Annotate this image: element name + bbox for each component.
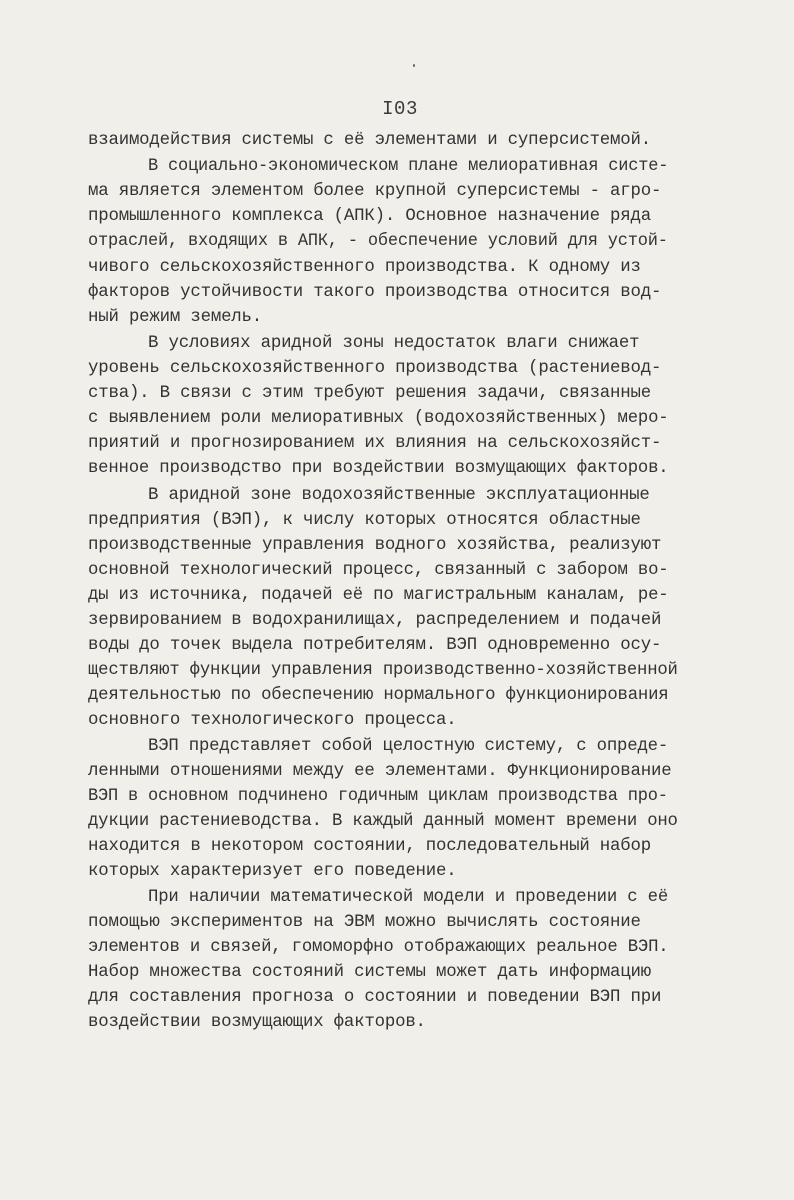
body-line: деятельностью по обеспечению нормального функционирования xyxy=(88,686,669,705)
body-line: производственные управления водного хозяйства, реализуют xyxy=(88,536,662,555)
body-line: При наличии математической модели и проведении с её xyxy=(148,888,669,907)
body-line: которых характеризует его поведение. xyxy=(88,862,457,881)
body-line: В социально-экономическом плане мелиоративная систе- xyxy=(148,157,669,176)
body-line: приятий и прогнозированием их влияния на сельскохозяйст- xyxy=(88,434,662,453)
body-line: ВЭП в основном подчинено годичным циклам производства про- xyxy=(88,787,668,806)
body-line: основного технологического процесса. xyxy=(88,711,457,730)
body-line: с выявлением роли мелиоративных (водохозяйственных) меро- xyxy=(88,409,669,428)
body-line: находится в некотором состоянии, последовательный набор xyxy=(88,837,651,856)
body-line: промышленного комплекса (АПК). Основное назначение ряда xyxy=(88,207,651,226)
body-line: зервированием в водохранилищах, распределением и подачей xyxy=(88,611,662,630)
body-line: дукции растениеводства. В каждый данный момент времени оно xyxy=(88,812,678,831)
body-line: для составления прогноза о состоянии и поведении ВЭП при xyxy=(88,988,662,1007)
body-line: ный режим земель. xyxy=(88,308,263,327)
body-line: элементов и связей, гомоморфно отображающих реальное ВЭП. xyxy=(88,938,669,957)
body-line: ства). В связи с этим требуют решения задачи, связанные xyxy=(88,384,651,403)
body-line: взаимодействия системы с её элементами и суперсистемой. xyxy=(88,131,651,150)
body-line: В аридной зоне водохозяйственные эксплуатационные xyxy=(148,486,650,505)
body-line: ВЭП представляет собой целостную систему, с опреде- xyxy=(148,737,669,756)
page-number: I03 xyxy=(382,98,418,120)
body-line: В условиях аридной зоны недостаток влаги снижает xyxy=(148,334,640,353)
body-line: венное производство при воздействии возмущающих факторов. xyxy=(88,459,669,478)
body-line: ды из источника, подачей её по магистральным каналам, ре- xyxy=(88,586,669,605)
paper-speck xyxy=(413,64,415,67)
body-line: предприятия (ВЭП), к числу которых относятся областные xyxy=(88,511,641,530)
body-line: факторов устойчивости такого производства относится вод- xyxy=(88,283,662,302)
body-line: отраслей, входящих в АПК, - обеспечение условий для устой- xyxy=(88,232,668,251)
body-line: уровень сельскохозяйственного производства (растениевод- xyxy=(88,359,662,378)
body-line: ма является элементом более крупной суперсистемы - агро- xyxy=(88,182,662,201)
body-line: ленными отношениями между ее элементами. Функционирование xyxy=(88,762,672,781)
body-line: Набор множества состояний системы может дать информацию xyxy=(88,963,651,982)
body-line: чивого сельскохозяйственного производства. К одному из xyxy=(88,258,641,277)
body-line: ществляют функции управления производственно-хозяйственной xyxy=(88,661,678,680)
body-line: воздействии возмущающих факторов. xyxy=(88,1013,426,1032)
body-line: основной технологический процесс, связанный с забором во- xyxy=(88,561,669,580)
body-line: воды до точек выдела потребителям. ВЭП одновременно осу- xyxy=(88,636,662,655)
body-line: помощью экспериментов на ЭВМ можно вычислять состояние xyxy=(88,913,641,932)
